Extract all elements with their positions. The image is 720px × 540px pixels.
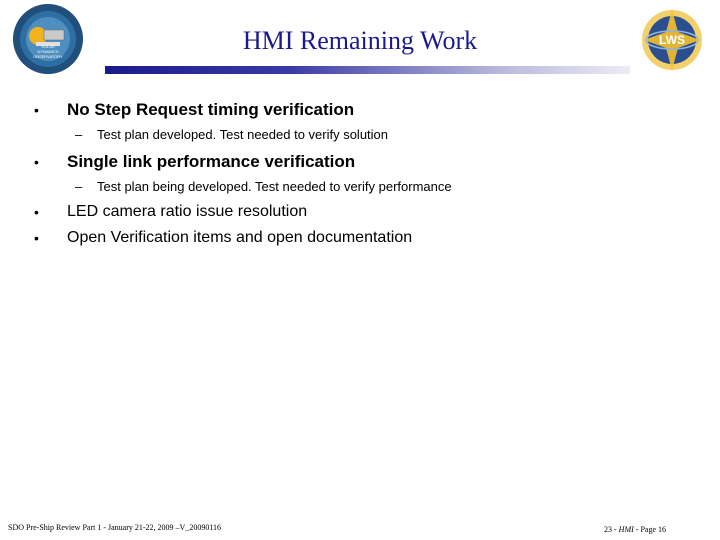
page-prefix: 23 - — [604, 525, 617, 534]
bullet-text: Open Verification items and open documentation — [67, 229, 413, 246]
bullet-mark: • — [34, 230, 39, 246]
bullet-text: No Step Request timing verification — [67, 100, 355, 119]
sdo-logo-text-2: DYNAMICS — [37, 49, 59, 54]
lws-logo-text: LWS — [659, 33, 685, 47]
sub-bullet-text: Test plan being developed. Test needed to verify performance — [97, 179, 452, 194]
sub-bullet-text: Test plan developed. Test needed to verify solution — [97, 127, 389, 142]
bullet-mark: • — [34, 154, 39, 170]
page-suffix: - Page 16 — [635, 525, 666, 534]
bullet-text: Single link performance verification — [67, 152, 356, 171]
sub-bullet-mark: – — [75, 127, 83, 142]
footer-review-info: SDO Pre-Ship Review Part 1 - January 21-22, 2009 –V_20090116 — [8, 523, 222, 532]
sdo-logo-text-3: OBSERVATORY — [33, 54, 63, 59]
title-underline — [105, 66, 630, 74]
page-instrument: HMI — [618, 525, 634, 534]
page-title: HMI Remaining Work — [242, 26, 478, 55]
footer-page-number — [604, 525, 666, 534]
bullet-text: LED camera ratio issue resolution — [67, 203, 308, 220]
bullet-mark: • — [34, 204, 39, 220]
sub-bullet-mark: – — [75, 179, 83, 194]
bullet-mark: • — [34, 102, 39, 118]
sdo-logo-text-1: SOLAR — [41, 44, 55, 49]
